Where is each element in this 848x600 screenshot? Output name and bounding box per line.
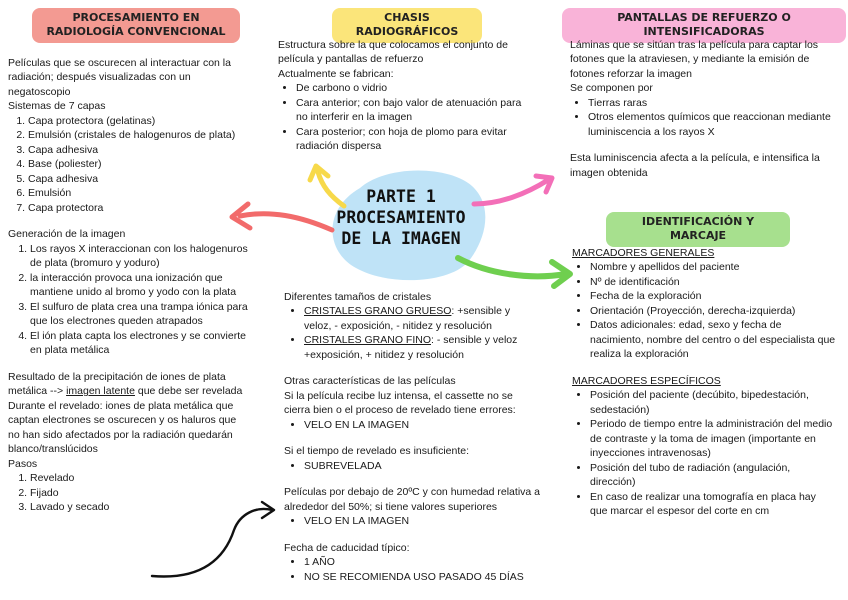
list-item: 5. Capa adhesiva: [28, 172, 248, 186]
other-title: Otras características de las películas: [284, 375, 456, 388]
crystals-title: Diferentes tamaños de cristales: [284, 291, 432, 303]
result-post: que debe ser revelada: [134, 385, 243, 398]
chasis-section: [278, 38, 532, 154]
list-item: • En caso de realizar una tomografía en placa hay que marcar el espesor del corte en cm: [590, 490, 836, 519]
pant-desc: Láminas que se sitúan tras la película para captar los fotones que la atraviesen, y mediante la emisión de fotones reforzar la imagen: [570, 39, 819, 80]
list-item: • NO SE RECOMIENDA USO PASADO 45 DÍAS: [304, 570, 540, 584]
header-procesamiento-convencional: PROCESAMIENTO EN RADIOLOGÍA CONVENCIONAL: [32, 8, 240, 43]
time-list: [284, 459, 540, 473]
list-item: 2. Emulsión (cristales de halogenuros de plata): [28, 128, 248, 142]
list-item: 2. Fijado: [30, 486, 248, 500]
list-item: • Nombre y apellidos del paciente: [590, 260, 836, 274]
list-item: • Fecha de la exploración: [590, 289, 836, 303]
steps-list: [8, 471, 248, 514]
reveal-text: Durante el revelado: iones de plata metálica que captan electrones se oscurecen y os haluros que no han sido afectados por la radiación quedarán blanco/translúcidos: [8, 399, 237, 456]
other-list: [284, 418, 540, 432]
comp-list: [570, 96, 836, 139]
center-bottom-section: [284, 290, 540, 584]
generation-title: Generación de la imagen: [8, 228, 126, 241]
result-pre: Resultado de la precipitación de iones de plata metálica -->: [8, 370, 226, 398]
list-item: • VELO EN LA IMAGEN: [304, 514, 540, 528]
identificacion-section: [572, 246, 836, 519]
center-title: [318, 186, 484, 249]
exp-title: Fecha de caducidad típico:: [284, 541, 410, 554]
list-item: • Periodo de tiempo entre la administración del medio de contraste y la toma de imagen (importante en inyecciones intravenosas): [590, 417, 836, 460]
list-item: • Cara anterior; con bajo valor de atenuación para no interferir en la imagen: [296, 96, 532, 125]
layers-title: Sistemas de 7 capas: [8, 100, 106, 113]
arrow-to-pantallas: [474, 180, 548, 204]
list-item: • Posición del tubo de radiación (angulación, dirección): [590, 461, 836, 490]
list-item: 3. Capa adhesiva: [28, 143, 248, 157]
pantallas-section: [570, 38, 836, 180]
list-item: 2. la interacción provoca una ionización que mantiene unido al bromo y yodo con la plata: [30, 271, 248, 300]
list-item: • Tierras raras: [588, 96, 836, 110]
gen-markers-list: [572, 260, 836, 361]
steps-title: Pasos: [8, 457, 38, 470]
list-item: 3. Lavado y secado: [30, 500, 248, 514]
list-item: 1. Los rayos X interaccionan con los halogenuros de plata (bromuro y yoduro): [30, 242, 248, 271]
title-line-3: DE LA IMAGEN: [341, 229, 461, 249]
list-item: • Orientación (Proyección, derecha-izquierda): [590, 304, 836, 318]
arrow-black: [152, 509, 272, 577]
list-item: • SUBREVELADA: [304, 459, 540, 473]
list-item: • De carbono o vidrio: [296, 81, 532, 95]
result-text: [8, 370, 248, 399]
list-item: 1. Revelado: [30, 471, 248, 485]
intro-text: Películas que se oscurecen al interactuar con la radiación; después visualizadas con un negatoscopio: [8, 57, 231, 98]
comp-title: Se componen por: [570, 82, 653, 95]
temp-list: [284, 514, 540, 528]
layers-list: [8, 114, 248, 215]
lum-text: Esta luminiscencia afecta a la película, e intensifica la imagen obtenida: [570, 152, 820, 179]
list-item: • Datos adicionales: edad, sexo y fecha de nacimiento, nombre del centro o del especialista que realiza la exploración: [590, 318, 836, 361]
title-line-1: PARTE 1: [366, 187, 436, 206]
list-item: [304, 304, 540, 333]
list-item: • 1 AÑO: [304, 555, 540, 569]
chasis-desc: Estructura sobre la que colocamos el conjunto de película y pantallas de refuerzo: [278, 39, 508, 66]
fab-list: [278, 81, 532, 153]
list-item: 4. Base (poliester): [28, 157, 248, 171]
list-item: 3. El sulfuro de plata crea una trampa iónica para que los electrones queden atrapados: [30, 300, 248, 329]
fab-title: Actualmente se fabrican:: [278, 67, 394, 80]
list-item: 4. El ión plata capta los electrones y se convierte en plata metálica: [30, 329, 248, 358]
list-item: 6. Emulsión: [28, 186, 248, 200]
list-item: 7. Capa protectora: [28, 201, 248, 215]
fino-label: CRISTALES GRANO FINO: [304, 334, 431, 347]
crystals-list: [284, 304, 540, 362]
fino-text: : - sensible y veloz +exposición, + nitidez y resolución: [304, 334, 518, 361]
grueso-text: : +sensible y veloz, - exposición, - nitidez y resolución: [304, 305, 511, 332]
header-identificacion-marcaje: IDENTIFICACIÓN Y MARCAJE: [606, 212, 790, 247]
header-chasis-radiograficos: CHASIS RADIOGRÁFICOS: [332, 8, 482, 43]
spec-markers-title: MARCADORES ESPECÍFICOS: [572, 374, 721, 387]
list-item: • Posición del paciente (decúbito, bipedestación, sedestación): [590, 388, 836, 417]
header-pantallas-refuerzo: PANTALLAS DE REFUERZO O INTENSIFICADORAS: [562, 8, 846, 43]
gen-markers-title: MARCADORES GENERALES: [572, 247, 715, 259]
title-line-2: PROCESAMIENTO: [336, 208, 466, 228]
time-text: Si el tiempo de revelado es insuficiente:: [284, 445, 470, 458]
other-text: Si la película recibe luz intensa, el cassette no se cierra bien o el proceso de revelado tiene errores:: [284, 389, 516, 417]
left-column: [8, 56, 248, 515]
result-link: imagen latente: [66, 385, 135, 398]
list-item: • VELO EN LA IMAGEN: [304, 418, 540, 432]
temp-text: Películas por debajo de 20ºC y con humedad relativa a alrededor del 50%; si tiene valores superiores: [284, 486, 540, 513]
list-item: • Otros elementos químicos que reaccionan mediante luminiscencia a los rayos X: [588, 110, 836, 139]
list-item: [304, 333, 540, 362]
grueso-label: CRISTALES GRANO GRUESO: [304, 305, 452, 318]
list-item: • Nº de identificación: [590, 275, 836, 289]
generation-steps: [8, 242, 248, 358]
list-item: 1. Capa protectora (gelatinas): [28, 114, 248, 128]
list-item: • Cara posterior; con hoja de plomo para evitar radiación dispersa: [296, 125, 532, 154]
spec-markers-list: [572, 388, 836, 518]
exp-list: [284, 555, 540, 584]
